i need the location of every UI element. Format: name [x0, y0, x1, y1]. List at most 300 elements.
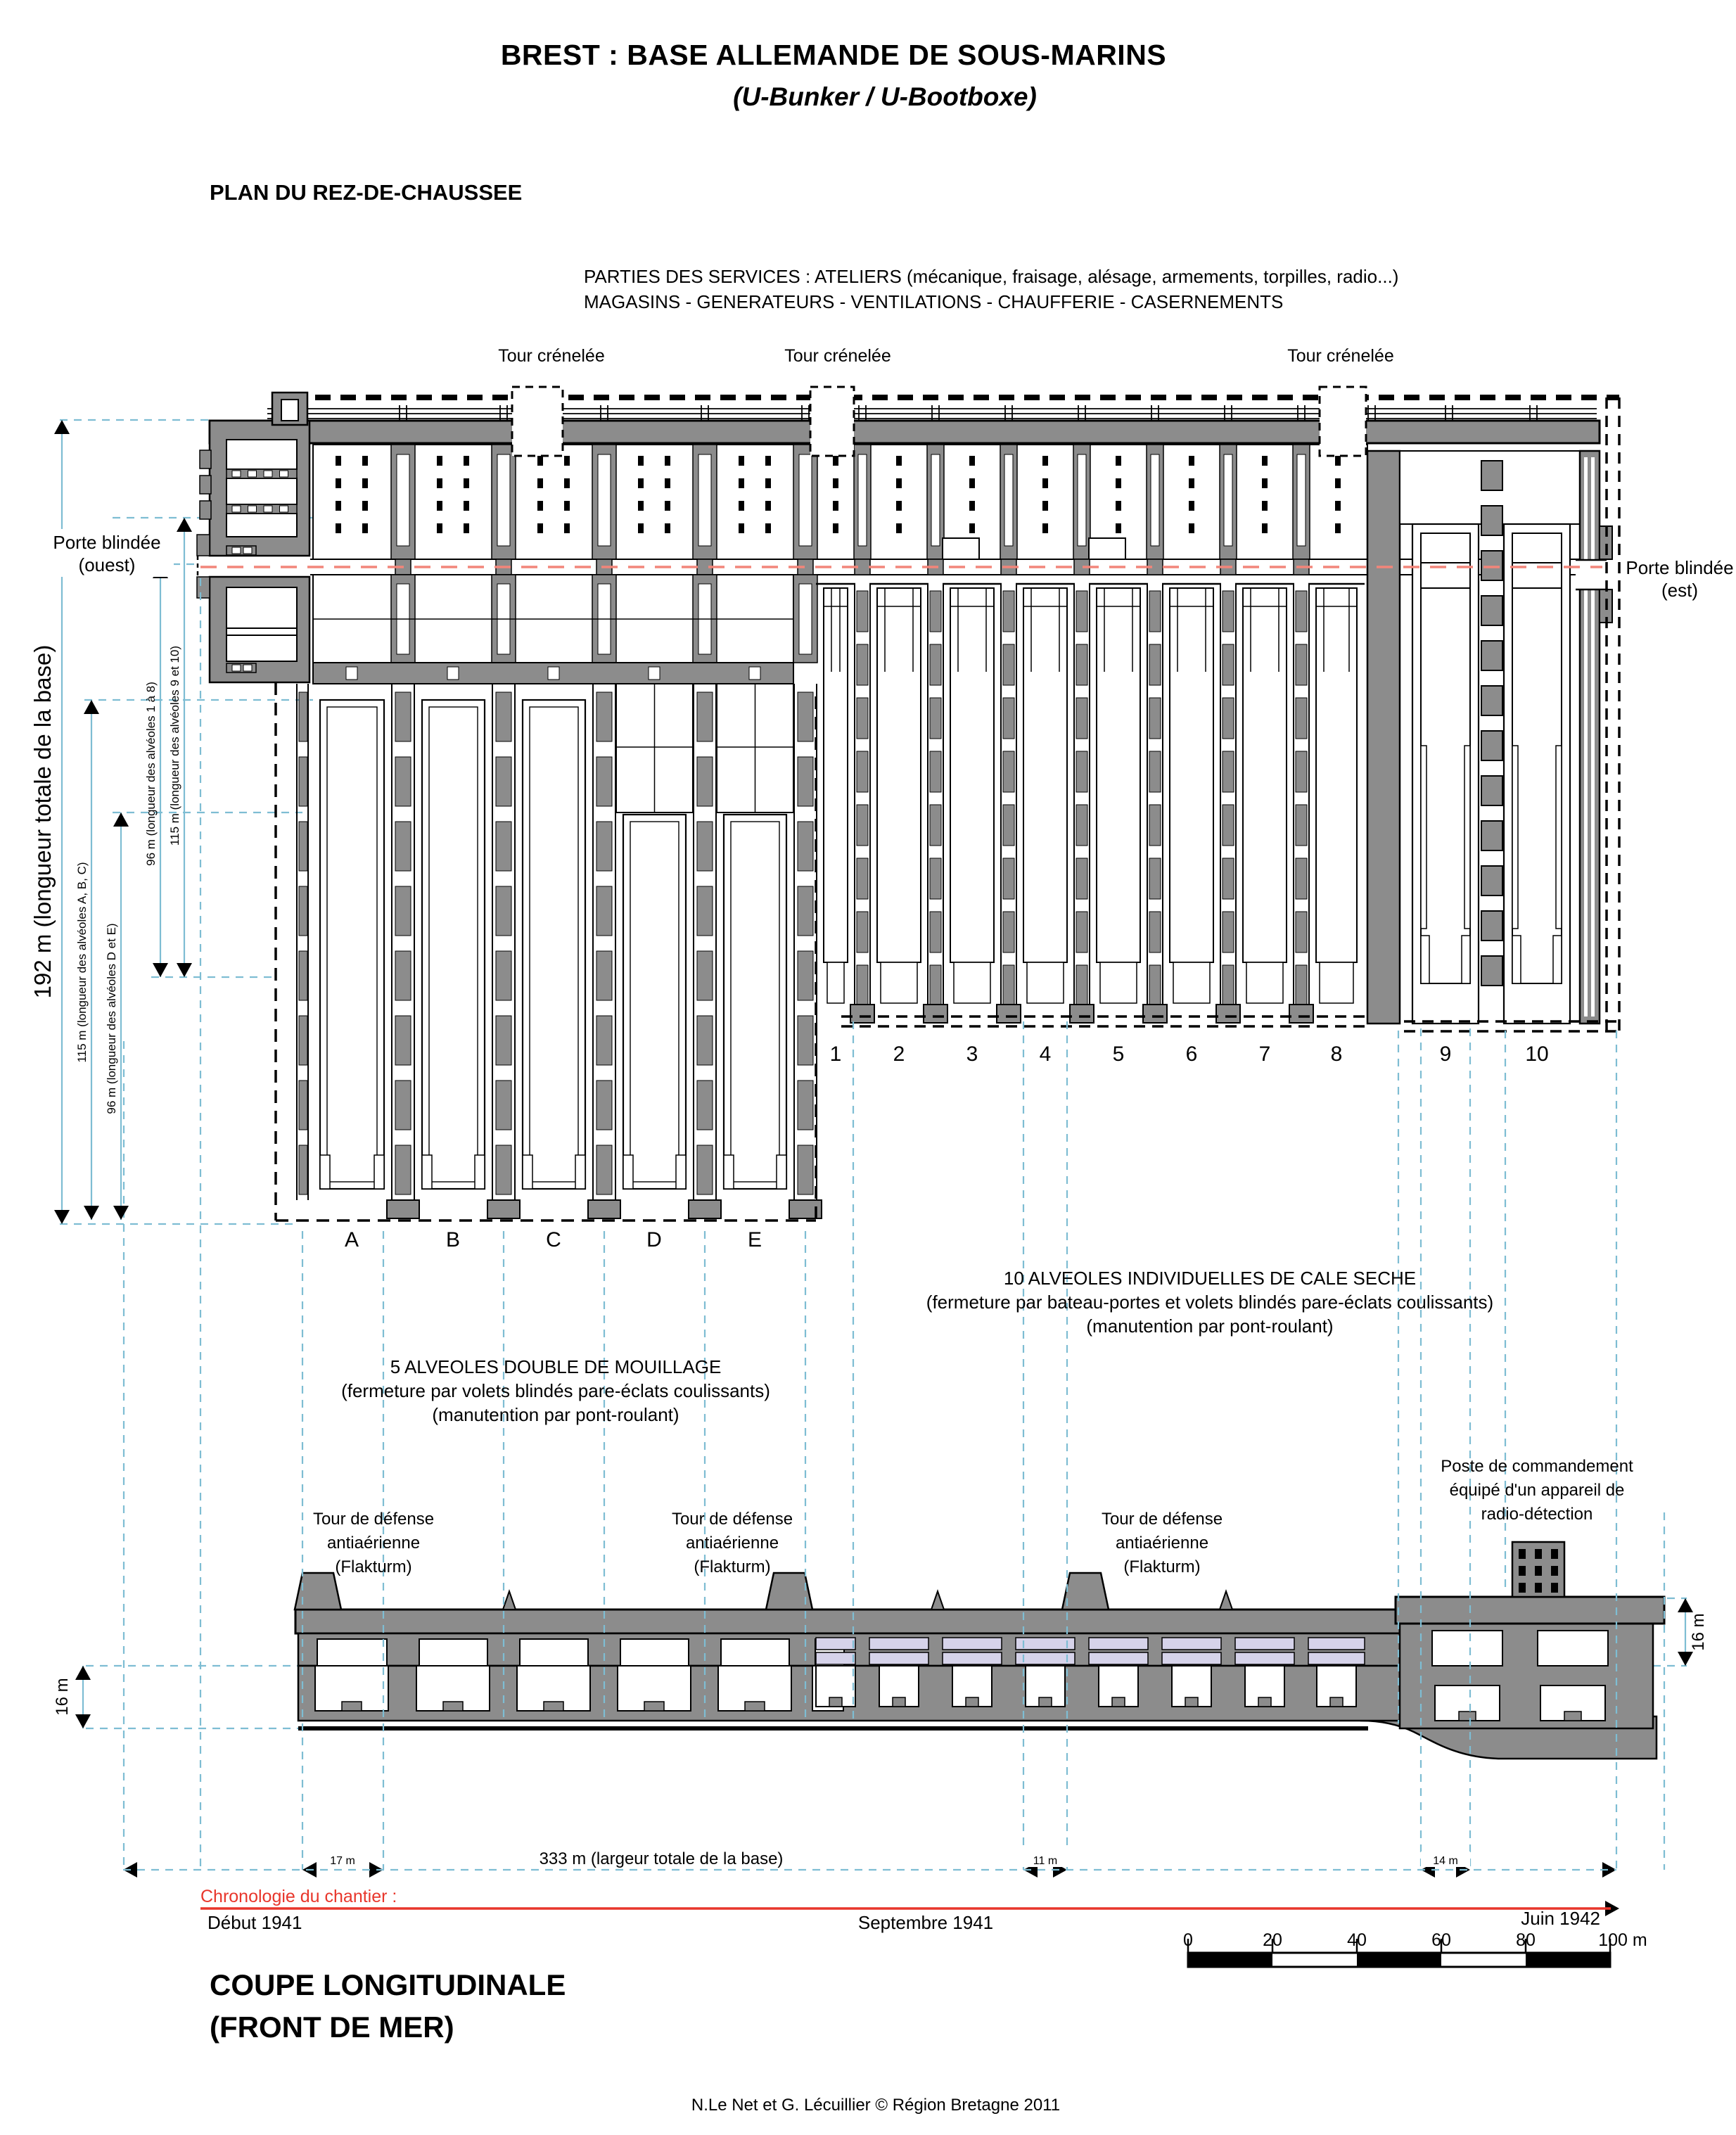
dim-16m-right: 16 m: [1689, 1613, 1708, 1651]
pier-foot: [997, 1005, 1021, 1023]
dimension-arrow: [54, 1210, 70, 1224]
dimension-arrow: [75, 1666, 91, 1680]
pier-segment: [857, 751, 868, 792]
flakturm-line: Tour de défense: [671, 1510, 793, 1529]
flakturm-label-2: [672, 1510, 793, 1576]
pier-segment: [1296, 644, 1307, 685]
column-dot: [437, 478, 442, 488]
scale-tick-label: 80: [1516, 1930, 1536, 1950]
dock-basin: [1316, 588, 1357, 962]
crenelated-tower-1: [512, 387, 563, 456]
pen-basin: [523, 700, 585, 1189]
section-upper-opening: [317, 1639, 387, 1666]
floor-plan: [197, 393, 1612, 1218]
pier-segment: [1481, 551, 1502, 580]
column-dot: [665, 478, 670, 488]
pier-segment: [697, 757, 713, 806]
pier-segment: [1296, 858, 1307, 899]
pier-segment: [596, 757, 612, 806]
pier-segment: [1003, 912, 1014, 952]
column-dot: [1116, 523, 1121, 533]
pier-segment: [798, 822, 813, 871]
column-dot: [896, 478, 902, 488]
column-dot: [537, 501, 543, 511]
column-dot: [537, 523, 543, 533]
hatch-slot: [280, 471, 288, 477]
column-dot: [665, 456, 670, 466]
pier-segment: [1003, 805, 1014, 846]
dock-basin: [1170, 588, 1213, 962]
pen-letter: E: [747, 1228, 762, 1251]
mouillage-caption-2: (fermeture par volets blindés pare-éclats coulissants): [341, 1380, 770, 1401]
column-dot: [362, 456, 368, 466]
column-dot: [437, 501, 442, 511]
door-sill: [893, 1697, 905, 1707]
pen-foot-step: [623, 1155, 633, 1189]
command-opening: [1538, 1631, 1608, 1666]
segmented-pier-9-10: [1481, 461, 1502, 986]
dimension-arrow: [113, 1206, 129, 1220]
shutter-band: [943, 1638, 1002, 1650]
column-dot: [1189, 478, 1194, 488]
pier-segment: [857, 858, 868, 899]
pier-segment: [930, 591, 941, 632]
pier-foot: [1143, 1005, 1167, 1023]
column-dot: [1042, 478, 1048, 488]
pier-segment: [395, 1016, 411, 1065]
main-title: BREST : BASE ALLEMANDE DE SOUS-MARINS: [500, 39, 1167, 71]
pen-basin: [320, 700, 384, 1189]
column-dot: [464, 501, 469, 511]
pen-foot-step: [523, 1155, 532, 1189]
hatch-slot: [232, 506, 241, 512]
pier-foot: [588, 1200, 620, 1218]
column-dot: [638, 456, 644, 466]
column-dot: [564, 456, 570, 466]
pier-segment: [1003, 591, 1014, 632]
column-dot: [765, 501, 771, 511]
wing-room: [226, 514, 297, 537]
dock-basin: [1023, 588, 1067, 962]
pier-segment: [596, 1081, 612, 1130]
pen-foot-step: [724, 1155, 734, 1189]
shutter-band: [1016, 1638, 1075, 1650]
dimension-arrow: [84, 700, 99, 714]
chronology-title: Chronologie du chantier :: [200, 1887, 397, 1906]
scale-tick-label: 60: [1431, 1930, 1451, 1950]
west-wing: [197, 393, 309, 682]
column-dot: [564, 501, 570, 511]
radio-tower-windows: [1519, 1549, 1558, 1593]
dim-abc-label: 115 m (longueur des alvéoles A, B, C): [75, 862, 89, 1063]
shutter-band: [816, 1652, 855, 1664]
pen-9-slot: [1464, 746, 1470, 929]
dimension-arrow: [54, 420, 70, 434]
pier-segment: [798, 1145, 813, 1194]
shutter-band: [1162, 1638, 1221, 1650]
west-door-label-2: (ouest): [78, 554, 136, 575]
pen-letter: B: [445, 1228, 461, 1251]
column-dot: [896, 523, 902, 533]
lintel-slot: [749, 667, 760, 680]
pier-segment: [596, 1016, 612, 1065]
column-dot: [1042, 501, 1048, 511]
plan-title: PLAN DU REZ-DE-CHAUSSEE: [210, 180, 523, 205]
dock-number: 9: [1439, 1043, 1452, 1066]
dock-tail: [954, 962, 990, 1003]
flakturm-line: Tour de défense: [312, 1510, 435, 1529]
dock-tail: [827, 962, 844, 1003]
divider-slot: [497, 454, 510, 546]
pier-segment: [1076, 644, 1087, 685]
pier-segment: [697, 1016, 713, 1065]
column-dot: [1042, 523, 1048, 533]
column-dot: [969, 478, 975, 488]
mooring-pens: [297, 667, 822, 1218]
pier-segment: [1223, 858, 1234, 899]
pen-basin-inner: [429, 707, 478, 1182]
sub-room: [1089, 538, 1125, 559]
dim-total-label: 192 m (longueur totale de la base): [30, 644, 56, 999]
pier-segment: [1481, 956, 1502, 986]
pier-segment: [857, 644, 868, 685]
pier-segment: [1003, 965, 1014, 1006]
pier-segment: [1076, 965, 1087, 1006]
dock-number: 7: [1258, 1043, 1271, 1066]
pier-segment: [798, 1016, 813, 1065]
sub-room: [943, 538, 979, 559]
wing-turret-room: [281, 400, 298, 421]
pier-segment: [395, 757, 411, 806]
pier-segment: [1481, 821, 1502, 850]
pier-segment: [395, 1145, 411, 1194]
pier-segment: [1296, 805, 1307, 846]
command-opening: [1432, 1631, 1502, 1666]
section-title-1: COUPE LONGITUDINALE: [210, 1968, 566, 2001]
divider-slot: [858, 454, 867, 546]
pier-segment: [1149, 644, 1161, 685]
hatch-slot: [248, 506, 257, 512]
pier-segment: [1076, 912, 1087, 952]
dimension-arrow: [177, 518, 192, 532]
pier-segment: [1223, 644, 1234, 685]
column-dot: [1335, 478, 1341, 488]
column-dot: [833, 523, 838, 533]
shutter-band: [1308, 1652, 1365, 1664]
pens-9-10-block: [1400, 451, 1612, 1024]
flakturm-line: antiaérienne: [326, 1534, 421, 1553]
pen-letter: A: [344, 1228, 359, 1251]
dim-14m: 14 m: [1433, 1855, 1458, 1867]
pier-segment: [496, 951, 511, 1000]
pier-segment: [697, 1081, 713, 1130]
flakturm-label-3: [1102, 1510, 1223, 1576]
pier-segment: [930, 858, 941, 899]
column-dot: [336, 478, 341, 488]
pier-segment: [1481, 731, 1502, 760]
door-sill: [1564, 1712, 1581, 1721]
pier-segment: [596, 1145, 612, 1194]
pier-foot: [387, 1200, 419, 1218]
crenelated-tower-2: [810, 387, 854, 456]
column-dot: [1042, 456, 1048, 466]
column-dot: [1189, 456, 1194, 466]
hatch-slot: [264, 506, 272, 512]
pier-foot: [689, 1200, 721, 1218]
pier-segment: [1076, 858, 1087, 899]
pen-foot-step: [320, 1155, 330, 1189]
pier-foot: [1070, 1005, 1094, 1023]
hatch-slot: [280, 506, 288, 512]
column-dot: [765, 456, 771, 466]
cale-seche-caption-1: 10 ALVEOLES INDIVIDUELLES DE CALE SECHE: [1003, 1268, 1417, 1289]
lintel-slot: [346, 667, 357, 680]
pier-segment: [299, 822, 307, 871]
scale-tick-label: 40: [1347, 1930, 1367, 1950]
pier-segment: [299, 1016, 307, 1065]
pen-9-step: [1462, 936, 1470, 983]
column-dot: [437, 523, 442, 533]
section-upper-opening: [520, 1639, 588, 1666]
heavy-wall-8-9: [1367, 451, 1400, 1024]
pen-basin: [422, 700, 485, 1189]
door-sill: [342, 1702, 362, 1711]
column-dot: [638, 523, 644, 533]
scale-tick-label: 20: [1263, 1930, 1282, 1950]
pier-segment: [496, 692, 511, 741]
pier-segment: [596, 692, 612, 741]
door-jamb: [197, 535, 210, 556]
column-dot: [1335, 456, 1341, 466]
dock-number: 4: [1039, 1043, 1052, 1066]
column-dot: [1262, 456, 1268, 466]
column-dot: [833, 456, 838, 466]
pier-segment: [1481, 686, 1502, 715]
shutter-band: [869, 1652, 928, 1664]
pier-segment: [395, 822, 411, 871]
section-openings: [315, 1638, 1365, 1711]
divider-slot: [1151, 454, 1159, 546]
pier-segment: [857, 805, 868, 846]
column-dot: [1262, 478, 1268, 488]
pen-9-step: [1421, 936, 1429, 983]
column-dot: [896, 456, 902, 466]
divider-slot: [397, 454, 409, 546]
scale-bar-segment: [1188, 1953, 1272, 1967]
east-wall-line: [1591, 457, 1595, 1016]
tower-label-2: Tour crénelée: [784, 346, 891, 366]
chronology-middle: Septembre 1941: [857, 1912, 994, 1933]
dock-number: 5: [1112, 1043, 1125, 1066]
pen-basin: [623, 815, 686, 1189]
pier-segment: [798, 886, 813, 936]
shutter-band: [1089, 1638, 1148, 1650]
east-boundary: [1607, 397, 1619, 1031]
tower-window: [1551, 1583, 1558, 1593]
hatch-slot: [248, 471, 257, 477]
column-dot: [665, 501, 670, 511]
dock-number: 3: [966, 1043, 978, 1066]
west-door-label-1: Porte blindée: [53, 532, 161, 553]
pen-9-slot: [1421, 746, 1427, 929]
pier-segment: [1076, 698, 1087, 739]
east-door-gap: [1576, 560, 1604, 589]
services-caption-2: MAGASINS - GENERATEURS - VENTILATIONS - CHAUFFERIE - CASERNEMENTS: [584, 291, 1284, 312]
door-sill: [1459, 1712, 1476, 1721]
dock-number: 8: [1330, 1043, 1343, 1066]
section-title-2: (FRONT DE MER): [210, 2010, 454, 2044]
dock-basin: [877, 588, 921, 962]
pen-10-slot: [1556, 746, 1562, 929]
dock-number: 6: [1185, 1043, 1198, 1066]
pier-segment: [1149, 805, 1161, 846]
east-door-label-1: Porte blindée: [1626, 557, 1734, 578]
column-dot: [833, 478, 838, 488]
dimension-arrow: [75, 1714, 91, 1728]
pier-segment: [857, 912, 868, 952]
pier-segment: [857, 591, 868, 632]
tower-window: [1519, 1549, 1526, 1559]
tower-window: [1535, 1549, 1542, 1559]
dock-tail: [1173, 962, 1210, 1003]
pier-segment: [1003, 858, 1014, 899]
tower-window: [1551, 1549, 1558, 1559]
column-dot: [765, 523, 771, 533]
pen-basin-inner: [630, 822, 679, 1182]
pier-segment: [1149, 698, 1161, 739]
pen-basin: [724, 815, 786, 1189]
shutter-band: [1235, 1652, 1294, 1664]
column-dot: [1189, 501, 1194, 511]
shutter-band: [1235, 1638, 1294, 1650]
pier-segment: [1296, 912, 1307, 952]
pier-segment: [1223, 591, 1234, 632]
dimension-arrow: [113, 812, 129, 827]
dim-18-label: 96 m (longueur des alvéoles 1 à 8): [144, 682, 158, 866]
column-dot: [739, 501, 744, 511]
tower-label-3: Tour crénelée: [1287, 346, 1394, 366]
hatch-slot: [243, 547, 252, 554]
north-wall: [210, 421, 1600, 443]
dim-17m: 17 m: [330, 1855, 355, 1867]
column-dot: [638, 501, 644, 511]
column-dot: [1335, 501, 1341, 511]
tower-window: [1535, 1566, 1542, 1576]
column-dot: [1116, 456, 1121, 466]
lintel-slot: [447, 667, 459, 680]
drydock-pens: [816, 584, 1365, 1023]
pier-segment: [1076, 591, 1087, 632]
pier-segment: [1223, 751, 1234, 792]
pier-segment: [930, 644, 941, 685]
mouillage-caption-1: 5 ALVEOLES DOUBLE DE MOUILLAGE: [390, 1356, 722, 1377]
pier-foot: [1289, 1005, 1313, 1023]
door-sill: [1258, 1697, 1271, 1707]
pier-segment: [1149, 912, 1161, 952]
pier-segment: [496, 822, 511, 871]
pen-foot-step: [374, 1155, 384, 1189]
hatch-slot: [243, 665, 252, 671]
column-dot: [896, 501, 902, 511]
pier-segment: [496, 886, 511, 936]
pier-segment: [496, 1145, 511, 1194]
pier-segment: [395, 951, 411, 1000]
workshop-band: [313, 445, 1367, 559]
pier-segment: [299, 692, 307, 741]
pier-segment: [596, 951, 612, 1000]
divider-slot: [598, 454, 611, 546]
column-dot: [1262, 501, 1268, 511]
door-sill: [745, 1702, 765, 1711]
divider-slot: [698, 454, 711, 546]
wing-crenel: [200, 476, 211, 494]
pier-segment: [1481, 911, 1502, 941]
door-sill: [544, 1702, 563, 1711]
column-dot: [739, 523, 744, 533]
roof-spike: [931, 1591, 944, 1610]
pier-segment: [857, 965, 868, 1006]
column-dot: [564, 478, 570, 488]
dimension-arrow: [1678, 1598, 1693, 1612]
shutter-band: [1162, 1652, 1221, 1664]
section-upper-opening: [419, 1639, 487, 1666]
column-dot: [336, 456, 341, 466]
shutter-band: [1089, 1652, 1148, 1664]
column-dot: [638, 478, 644, 488]
dim-333m: 333 m (largeur totale de la base): [539, 1849, 784, 1868]
pier-segment: [697, 886, 713, 936]
cale-seche-caption-3: (manutention par pont-roulant): [1086, 1315, 1334, 1337]
door-sill: [966, 1697, 978, 1707]
shutter-band: [1016, 1652, 1075, 1664]
dim-11m: 11 m: [1033, 1855, 1058, 1867]
column-dot: [362, 501, 368, 511]
scale-tick-label: 0: [1183, 1930, 1193, 1950]
pier-segment: [1296, 965, 1307, 1006]
tower-label-1: Tour crénelée: [498, 346, 605, 366]
pier-segment: [1149, 858, 1161, 899]
pier-segment: [1481, 641, 1502, 670]
shutter-band: [1308, 1638, 1365, 1650]
pier-segment: [596, 822, 612, 871]
flakturm-line: (Flakturm): [335, 1557, 412, 1576]
column-dot: [362, 523, 368, 533]
pier-segment: [798, 951, 813, 1000]
east-wall-line: [1584, 457, 1588, 1016]
flakturm-line: antiaérienne: [1115, 1534, 1209, 1553]
section-roof: [295, 1610, 1400, 1633]
pier-segment: [930, 912, 941, 952]
pier-segment: [1223, 698, 1234, 739]
poste-caption-2: équipé d'un appareil de: [1449, 1481, 1625, 1500]
column-dot: [362, 478, 368, 488]
dim-de-label: 96 m (longueur des alvéoles D et E): [105, 923, 118, 1114]
scale-tick-label: 100 m: [1598, 1930, 1647, 1950]
column-dot: [739, 478, 744, 488]
credit: N.Le Net et G. Lécuillier © Région Bretagne 2011: [691, 2096, 1061, 2115]
shutter-band: [943, 1652, 1002, 1664]
dimension-arrow: [153, 963, 168, 977]
dock-basin: [1243, 588, 1287, 962]
pier-foot: [1216, 1005, 1240, 1023]
pier-segment: [1003, 698, 1014, 739]
divider-slot: [1004, 454, 1013, 546]
pier-segment: [1481, 866, 1502, 896]
column-dot: [665, 523, 670, 533]
dim-910-label: 115 m (longueur des alvéoles 9 et 10): [168, 645, 181, 846]
flakturm-line: antiaérienne: [685, 1534, 779, 1553]
column-dot: [537, 456, 543, 466]
